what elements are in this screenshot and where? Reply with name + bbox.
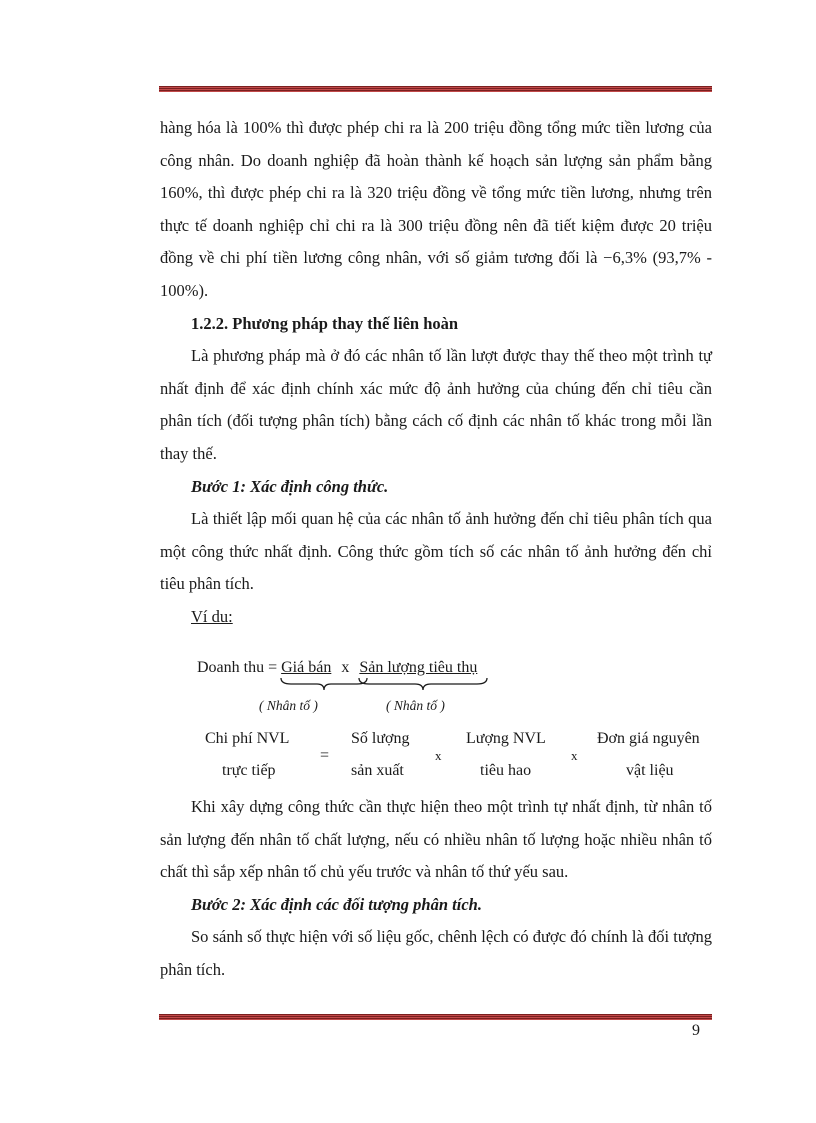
formula2-lhs-line1: Chi phí NVL [205,730,290,747]
formula2-equals: = [320,747,330,764]
example-label: Ví du: [191,606,233,626]
formula2-f3-line2: vật liệu [626,762,674,779]
paragraph-2: Là phương pháp mà ở đó các nhân tố lần lượt được thay thế theo một trình tự nhất định để xác định chính xác mức độ ảnh hưởng của chúng đến chỉ tiêu cần phân tích (đối tượng phân tích) bằng cách cố định các nhân tố khác trong mỗi lần thay thế. [160,346,712,463]
footer-rule [159,1014,712,1020]
formula-lhs: Doanh thu = [197,659,278,676]
formula-revenue [197,659,477,677]
step-1-heading: Bước 1: Xác định công thức. [191,476,389,496]
paragraph-5: So sánh số thực hiện với số liệu gốc, chênh lệch có được đó chính là đối tượng phân tích. [160,927,712,979]
brace-price [279,676,369,692]
formula2-f3-line1: Đơn giá nguyên [597,730,700,747]
formula-times: x [341,659,350,676]
formula2-lhs-line2: trực tiếp [222,762,276,779]
formula-factor-volume: Sản lượng tiêu thụ [359,659,478,676]
paragraph-4: Khi xây dựng công thức cần thực hiện theo một trình tự nhất định, từ nhân tố sản lượng đến nhân tố chất lượng, nếu có nhiều nhân tố lượng hoặc nhiều nhân tố chất thì sắp xếp nhân tố chủ yếu trước và nhân tố thứ yếu sau. [160,797,712,882]
note-factor-2: ( Nhân tố ) [386,698,445,713]
header-rule [159,86,712,92]
paragraph-1: hàng hóa là 100% thì được phép chi ra là 200 triệu đồng tổng mức tiền lương của công nhân. Do doanh nghiệp đã hoàn thành kế hoạch sản lượng sản phẩm bằng 160%, thì được phép chi ra là 320 triệu đồng về tổng mức tiền lương, nhưng trên thực tế doanh nghiệp chỉ chi ra là 300 triệu đồng nên đã tiết kiệm được 20 triệu đồng về chi phí tiền lương công nhân, với số giảm tương đối là −6,3% (93,7% - 100%). [160,118,712,300]
page-number: 9 [692,1022,700,1039]
page-body [160,112,712,634]
paragraph-3: Là thiết lập mối quan hệ của các nhân tố ảnh hưởng đến chỉ tiêu phân tích qua một công thức nhất định. Công thức gồm tích số các nhân tố ảnh hưởng đến chỉ tiêu phân tích. [160,509,712,594]
formula2-f2-line1: Lượng NVL [466,730,546,747]
formula2-times-2: x [571,748,578,763]
formula-factor-price: Giá bán [281,659,332,676]
formula2-f1-line2: sản xuất [351,762,404,779]
brace-volume [357,676,489,692]
section-heading: 1.2.2. Phương pháp thay thế liên hoàn [191,313,459,333]
step-2-heading: Bước 2: Xác định các đối tượng phân tích. [191,894,482,914]
formula2-times-1: x [435,748,442,763]
note-factor-1: ( Nhân tố ) [259,698,318,713]
page-body-lower [160,791,712,987]
formula2-f1-line1: Số lượng [351,730,410,747]
formula2-f2-line2: tiêu hao [480,762,532,779]
